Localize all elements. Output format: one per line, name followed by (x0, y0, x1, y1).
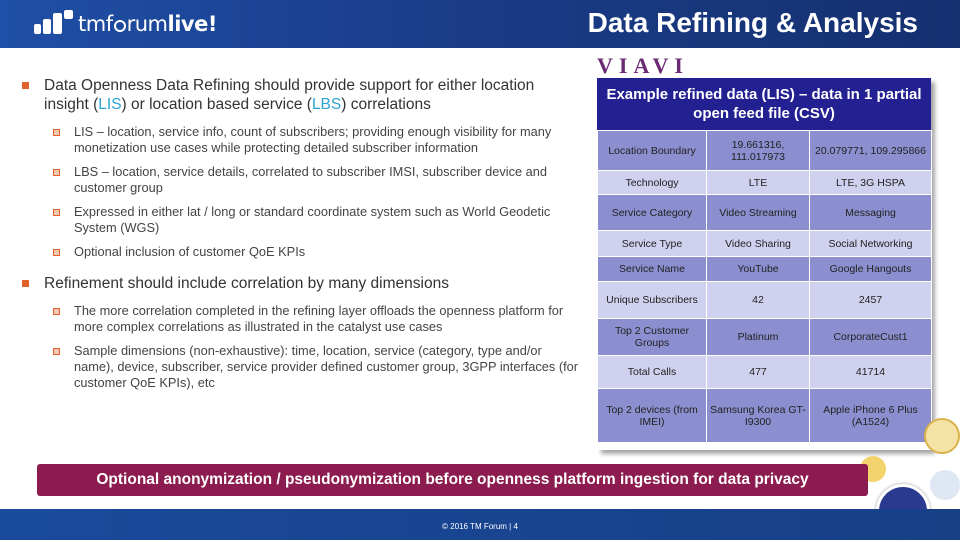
sub-bullet: The more correlation completed in the refining layer offloads the openness platform for more complex correlations as illustrated in the catalyst use cases (22, 303, 582, 335)
table-cell: 41714 (810, 356, 932, 389)
network-icon (930, 470, 960, 500)
table-cell: Google Hangouts (810, 257, 932, 282)
table-cell: Video Sharing (707, 231, 810, 257)
bullet-square-icon (22, 82, 29, 89)
table-cell: Technology (598, 171, 707, 195)
content-bullets (22, 76, 582, 399)
table-row (598, 195, 932, 231)
table-cell: LTE (707, 171, 810, 195)
table-cell: Top 2 Customer Groups (598, 319, 707, 356)
table-cell: Video Streaming (707, 195, 810, 231)
table-row (598, 389, 932, 443)
sub-bullet-icon (53, 249, 60, 256)
table-row (598, 282, 932, 319)
sub-bullet-icon (53, 308, 60, 315)
table-cell: LTE, 3G HSPA (810, 171, 932, 195)
privacy-banner: Optional anonymization / pseudonymization before openness platform ingestion for data privacy (37, 464, 868, 496)
logo-dots-icon (34, 10, 74, 38)
bullet-1: Data Openness Data Refining should provide support for either location insight (LIS) or location based service (LBS) correlations (22, 76, 582, 114)
table-cell: Messaging (810, 195, 932, 231)
viavi-logo: VIAVI (597, 53, 689, 78)
table-cell: 2457 (810, 282, 932, 319)
table-row (598, 319, 932, 356)
table-row (598, 171, 932, 195)
table-cell: 19.661316, 111.017973 (707, 131, 810, 171)
table-cell: Unique Subscribers (598, 282, 707, 319)
table-cell: YouTube (707, 257, 810, 282)
table-row (598, 131, 932, 171)
building-icon (924, 418, 960, 454)
logo-o-icon (114, 20, 126, 32)
table-cell: Social Networking (810, 231, 932, 257)
table-row (598, 257, 932, 282)
table-cell: Apple iPhone 6 Plus (A1524) (810, 389, 932, 443)
header-bar (0, 0, 960, 48)
table-cell: Top 2 devices (from IMEI) (598, 389, 707, 443)
bullet-2: Refinement should include correlation by many dimensions (22, 274, 582, 293)
table-cell: Service Category (598, 195, 707, 231)
table-cell: Platinum (707, 319, 810, 356)
table-cell: 20.079771, 109.295866 (810, 131, 932, 171)
table-row (598, 356, 932, 389)
sub-bullet: Expressed in either lat / long or standard coordinate system such as World Geodetic System (WGS) (22, 204, 582, 236)
sub-bullet: LIS – location, service info, count of subscribers; providing enough visibility for many monetization use cases while protecting detailed subscriber information (22, 124, 582, 156)
table-cell: Service Name (598, 257, 707, 282)
table-cell: Location Boundary (598, 131, 707, 171)
table-cell: Samsung Korea GT-I9300 (707, 389, 810, 443)
table-cell: CorporateCust1 (810, 319, 932, 356)
table-cell: 477 (707, 356, 810, 389)
tmforum-live-logo: tmf rumlive! (34, 10, 217, 38)
sub-bullet-icon (53, 209, 60, 216)
table-row (598, 231, 932, 257)
sub-bullet-icon (53, 129, 60, 136)
table-title: Example refined data (LIS) – data in 1 partial open feed file (CSV) (597, 78, 931, 130)
sub-bullet: LBS – location, service details, correlated to subscriber IMSI, subscriber device and customer group (22, 164, 582, 196)
sub-bullet: Sample dimensions (non-exhaustive): time, location, service (category, type and/or name), device, subscriber, service provider defined customer group, 3GPP interfaces (for customer QoE KPIs), etc (22, 343, 582, 391)
bullet-square-icon (22, 280, 29, 287)
sub-bullet: Optional inclusion of customer QoE KPIs (22, 244, 582, 260)
data-table (597, 130, 932, 443)
table-cell: 42 (707, 282, 810, 319)
table-cell: Service Type (598, 231, 707, 257)
page-title: Data Refining & Analysis (587, 7, 918, 38)
sub-bullet-icon (53, 169, 60, 176)
sub-bullet-icon (53, 348, 60, 355)
footer-copyright: © 2016 TM Forum | 4 (442, 522, 518, 531)
refined-data-table (597, 78, 931, 450)
table-cell: Total Calls (598, 356, 707, 389)
